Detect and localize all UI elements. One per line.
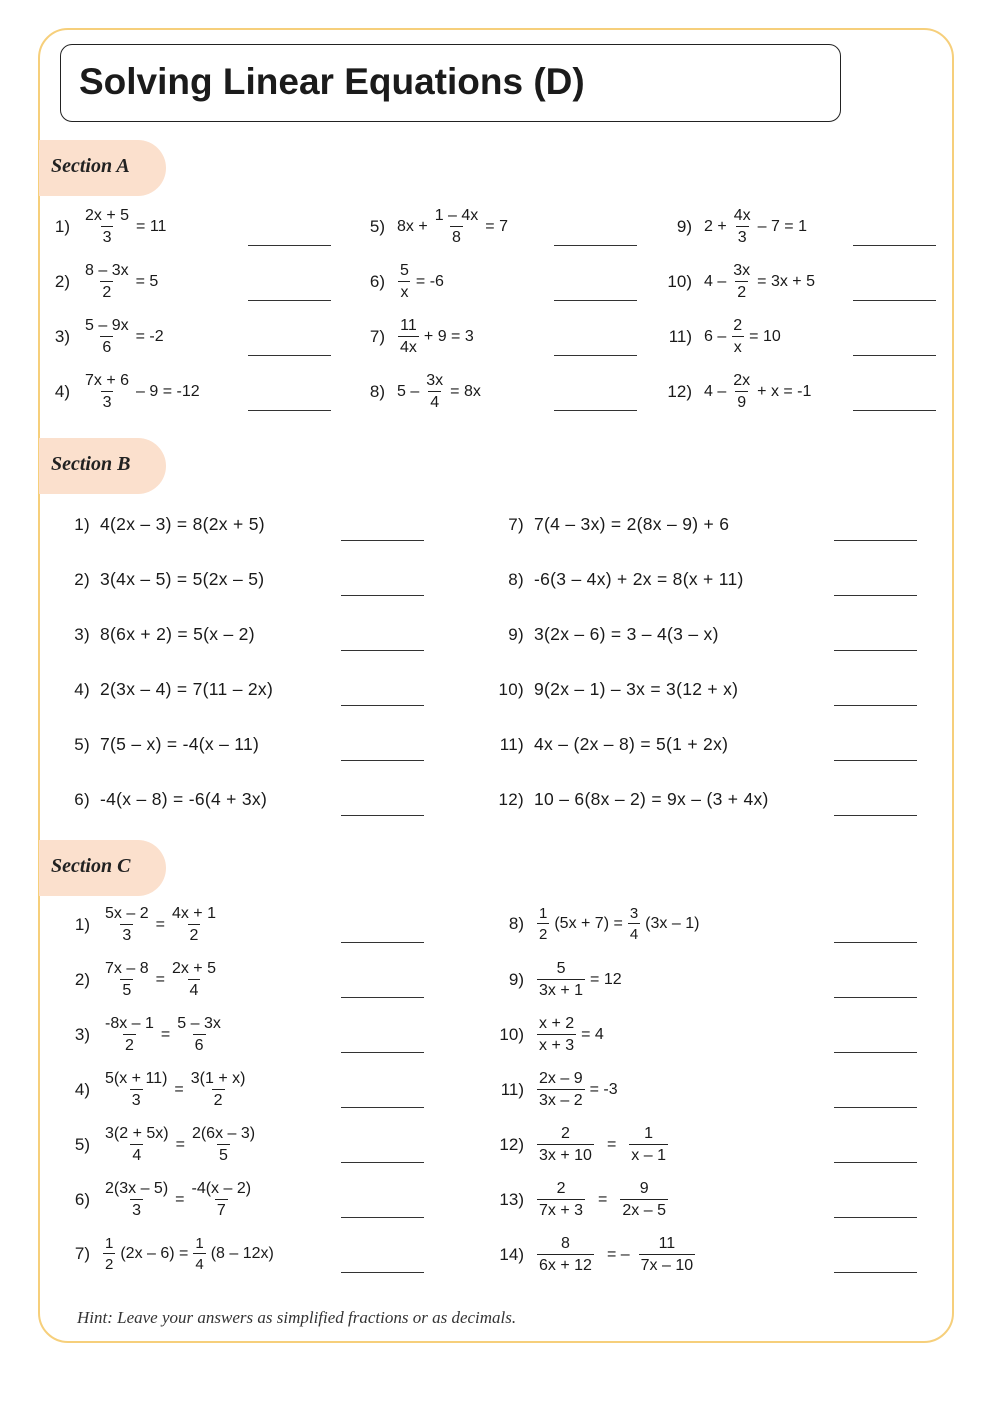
fraction (189, 1071, 248, 1109)
question-number: 1) (74, 514, 90, 534)
question-number: 1) (74, 915, 90, 934)
fraction (537, 1126, 594, 1164)
answer-line[interactable] (248, 355, 331, 356)
fraction-denominator: 2 (537, 923, 549, 942)
question-b6 (60, 789, 267, 810)
fraction (103, 1126, 171, 1164)
question-number: 2) (54, 272, 70, 291)
answer-line[interactable] (834, 650, 917, 651)
section-b-label: Section B (51, 453, 131, 475)
question-b11 (490, 734, 728, 755)
fraction-denominator: 7 (215, 1199, 228, 1219)
equation-text: – 7 = 1 (757, 218, 807, 235)
equation-text: = (598, 1191, 608, 1208)
question-number: 12) (667, 382, 692, 401)
equation-text: = – (606, 1246, 630, 1263)
fraction-denominator: 6 (100, 336, 113, 356)
answer-line[interactable] (834, 540, 917, 541)
question-number: 13) (499, 1190, 524, 1209)
question-number: 2) (74, 569, 90, 589)
answer-line[interactable] (341, 650, 424, 651)
fraction-numerator: 8 – 3x (85, 262, 129, 279)
fraction-numerator: 3x (733, 262, 751, 279)
question-number: 9) (508, 970, 524, 989)
answer-line[interactable] (341, 595, 424, 596)
fraction-denominator: 6 (193, 1034, 206, 1054)
question-number: 11) (499, 734, 524, 754)
fraction (190, 1126, 257, 1164)
fraction (170, 906, 218, 944)
question-number: 4) (74, 1080, 90, 1099)
fraction-denominator: 8 (450, 226, 463, 246)
answer-line[interactable] (834, 942, 917, 943)
equation-text: + 9 = 3 (423, 328, 474, 345)
equation-text: -6(3 – 4x) + 2x = 8(x + 11) (534, 569, 744, 589)
fraction (424, 373, 445, 411)
fraction-denominator: 2 (123, 1034, 136, 1054)
fraction-numerator: -8x – 1 (105, 1015, 154, 1032)
question-b12 (490, 789, 769, 810)
answer-line[interactable] (834, 595, 917, 596)
equation-text: = (160, 1026, 171, 1043)
answer-line[interactable] (341, 942, 424, 943)
fraction-numerator: 2 (556, 1180, 566, 1197)
question-b1 (60, 514, 265, 535)
equation-text: = 10 (749, 328, 781, 345)
question-number: 6) (74, 789, 90, 809)
section-a-tab (39, 140, 166, 196)
equation-text: = (155, 971, 165, 988)
fraction-denominator: 3 (120, 924, 133, 944)
fraction-numerator: -4(x – 2) (191, 1180, 252, 1197)
fraction-denominator: 3 (130, 1089, 143, 1109)
equation-text: 3(4x – 5) = 5(2x – 5) (100, 569, 265, 589)
fraction (103, 961, 151, 999)
fraction-denominator: 4 (428, 391, 441, 411)
equation-text: = 11 (136, 218, 167, 235)
fraction-denominator: x – 1 (629, 1144, 668, 1164)
equation-text: 5 – (397, 383, 420, 400)
fraction-numerator: 2 (561, 1125, 570, 1142)
question-number: 10) (498, 679, 524, 699)
fraction-denominator: 5 (120, 979, 133, 999)
fraction (103, 1016, 156, 1054)
fraction-numerator: 2(3x – 5) (105, 1180, 169, 1197)
question-a11 (660, 318, 783, 356)
equation-text: 7(4 – 3x) = 2(8x – 9) + 6 (534, 514, 730, 534)
question-number: 2) (74, 970, 90, 989)
fraction (398, 318, 419, 356)
fraction (83, 318, 131, 356)
equation-text: (5x + 7) = (554, 915, 623, 932)
fraction-denominator: 4 (193, 1253, 205, 1272)
fraction-denominator: x (398, 281, 410, 301)
fraction-numerator: x + 2 (539, 1015, 575, 1032)
fraction-numerator: 5 – 3x (177, 1015, 221, 1032)
fraction (537, 1181, 585, 1219)
answer-line[interactable] (834, 1052, 917, 1053)
fraction (189, 1181, 253, 1219)
question-number: 5) (74, 1135, 90, 1154)
question-number: 5) (74, 734, 90, 754)
fraction-denominator: 2 (103, 1253, 115, 1272)
equation-text: = 3x + 5 (757, 273, 815, 290)
question-a5 (355, 208, 510, 246)
fraction-denominator: 3 (130, 1199, 143, 1219)
equation-text: = (175, 1191, 185, 1208)
fraction-numerator: 3x (426, 372, 444, 389)
equation-text: 6 – (704, 328, 727, 345)
fraction-numerator: 2x – 9 (539, 1070, 583, 1087)
answer-line[interactable] (853, 410, 936, 411)
question-a9 (660, 208, 809, 246)
equation-text: 9(2x – 1) – 3x = 3(12 + x) (534, 679, 739, 699)
fraction-numerator: 9 (639, 1180, 649, 1197)
section-c-tab (39, 840, 166, 896)
fraction-numerator: 3(1 + x) (190, 1070, 246, 1087)
equation-text: = 12 (590, 971, 622, 988)
fraction-denominator: 4 (130, 1144, 143, 1164)
fraction-denominator: 7x + 3 (537, 1199, 585, 1219)
fraction (537, 1016, 576, 1054)
fraction (731, 263, 752, 301)
fraction (83, 373, 131, 411)
fraction (628, 906, 640, 942)
question-number: 7) (74, 1244, 90, 1263)
equation-text: (8 – 12x) (210, 1245, 274, 1262)
question-c7 (60, 1236, 276, 1272)
question-b2 (60, 569, 264, 590)
equation-text: 2(3x – 4) = 7(11 – 2x) (100, 679, 274, 699)
answer-line[interactable] (341, 997, 424, 998)
equation-text: 4(2x – 3) = 8(2x + 5) (100, 514, 265, 534)
equation-text: 10 – 6(8x – 2) = 9x – (3 + 4x) (534, 789, 769, 809)
answer-line[interactable] (834, 815, 917, 816)
equation-text: -4(x – 8) = -6(4 + 3x) (100, 789, 268, 809)
fraction-denominator: x (732, 336, 744, 356)
equation-text: = -3 (589, 1081, 618, 1098)
answer-line[interactable] (248, 410, 331, 411)
equation-text: = -2 (135, 328, 164, 345)
fraction-denominator: 4x (398, 336, 419, 356)
fraction (103, 1181, 170, 1219)
answer-line[interactable] (341, 760, 424, 761)
fraction (170, 961, 218, 999)
question-c12 (490, 1126, 671, 1164)
question-number: 14) (499, 1245, 524, 1264)
question-number: 5) (369, 217, 385, 236)
equation-text: = (155, 916, 165, 933)
equation-text: 7(5 – x) = -4(x – 11) (100, 734, 260, 754)
question-a12 (660, 373, 813, 411)
answer-line[interactable] (341, 705, 424, 706)
answer-line[interactable] (554, 245, 637, 246)
fraction (731, 318, 744, 356)
equation-text: = 7 (485, 218, 508, 235)
question-a8 (355, 373, 483, 411)
fraction (83, 263, 131, 301)
question-number: 6) (74, 1190, 90, 1209)
equation-text: 4x – (2x – 8) = 5(1 + 2x) (534, 734, 729, 754)
question-number: 6) (369, 272, 385, 291)
equation-text: 3(2x – 6) = 3 – 4(3 – x) (534, 624, 719, 644)
fraction-numerator: 11 (658, 1235, 676, 1252)
question-b3 (60, 624, 255, 645)
answer-line[interactable] (834, 705, 917, 706)
question-b10 (490, 679, 738, 700)
question-number: 12) (498, 789, 524, 809)
fraction-denominator: 5 (217, 1144, 230, 1164)
answer-line[interactable] (341, 1107, 424, 1108)
fraction-numerator: 5 (556, 960, 566, 977)
question-c3 (60, 1016, 226, 1054)
fraction-numerator: 8 (561, 1235, 570, 1252)
question-c8 (490, 906, 701, 942)
question-c13 (490, 1181, 671, 1219)
equation-text: = (174, 1081, 184, 1098)
section-b-tab (39, 438, 166, 494)
question-number: 12) (499, 1135, 524, 1154)
fraction (175, 1016, 223, 1054)
fraction-denominator: 7x – 10 (639, 1254, 695, 1274)
equation-text: = -6 (415, 273, 444, 290)
question-number: 4) (54, 382, 70, 401)
answer-line[interactable] (341, 815, 424, 816)
question-number: 3) (74, 1025, 90, 1044)
fraction (537, 1071, 585, 1109)
answer-line[interactable] (554, 410, 637, 411)
fraction (639, 1236, 695, 1274)
question-b8 (490, 569, 744, 590)
fraction-numerator: 5x – 2 (105, 905, 149, 922)
fraction-denominator: 4 (628, 923, 640, 942)
fraction-numerator: 2 (733, 317, 743, 334)
fraction-denominator: 4 (188, 979, 201, 999)
answer-line[interactable] (853, 245, 936, 246)
answer-line[interactable] (341, 1217, 424, 1218)
fraction (620, 1181, 668, 1219)
question-a2 (40, 263, 160, 301)
question-number: 3) (54, 327, 70, 346)
equation-text: (2x – 6) = (120, 1245, 189, 1262)
question-c6 (60, 1181, 256, 1219)
question-number: 8) (369, 382, 385, 401)
equation-text: = (606, 1136, 617, 1153)
fraction-denominator: 3x + 10 (537, 1144, 594, 1164)
question-number: 11) (500, 1080, 524, 1099)
fraction-numerator: 1 (195, 1235, 204, 1252)
equation-text: = 5 (135, 273, 159, 290)
equation-text: – 9 = -12 (136, 383, 200, 400)
fraction-numerator: 4x (733, 207, 751, 224)
equation-text: = (175, 1136, 185, 1153)
question-b7 (490, 514, 729, 535)
fraction-numerator: 1 (105, 1235, 114, 1252)
fraction-numerator: 1 (539, 905, 548, 922)
question-number: 9) (676, 217, 692, 236)
question-c4 (60, 1071, 250, 1109)
question-b5 (60, 734, 259, 755)
answer-line[interactable] (853, 355, 936, 356)
equation-text: + x = -1 (757, 383, 812, 400)
question-number: 4) (74, 679, 90, 699)
question-c11 (490, 1071, 620, 1109)
answer-line[interactable] (554, 300, 637, 301)
question-c5 (60, 1126, 260, 1164)
answer-line[interactable] (834, 1272, 917, 1273)
question-a7 (355, 318, 476, 356)
question-number: 10) (499, 1025, 524, 1044)
fraction-numerator: 2(6x – 3) (191, 1125, 256, 1142)
answer-line[interactable] (341, 1162, 424, 1163)
question-c2 (60, 961, 221, 999)
fraction-numerator: 5(x + 11) (105, 1070, 168, 1087)
question-number: 1) (54, 217, 70, 236)
fraction-denominator: 6x + 12 (537, 1254, 594, 1274)
fraction (83, 208, 131, 246)
question-a3 (40, 318, 166, 356)
fraction-denominator: 9 (735, 391, 748, 411)
answer-line[interactable] (248, 245, 331, 246)
equation-text: 2 + (704, 218, 727, 235)
answer-line[interactable] (341, 1272, 424, 1273)
question-number: 8) (508, 569, 524, 589)
equation-text: 8(6x + 2) = 5(x – 2) (100, 624, 255, 644)
fraction (103, 1236, 115, 1272)
answer-line[interactable] (834, 1107, 917, 1108)
answer-line[interactable] (554, 355, 637, 356)
answer-line[interactable] (248, 300, 331, 301)
question-number: 7) (508, 514, 524, 534)
fraction-denominator: 3x – 2 (537, 1089, 585, 1109)
equation-text: (3x – 1) (645, 915, 700, 932)
fraction-denominator: 3 (101, 226, 114, 246)
question-a10 (660, 263, 817, 301)
question-a1 (40, 208, 168, 246)
fraction-denominator: x + 3 (537, 1034, 576, 1054)
fraction-numerator: 3 (629, 905, 639, 922)
fraction (732, 208, 753, 246)
question-a6 (355, 263, 446, 301)
fraction-numerator: 2x + 5 (171, 960, 216, 977)
fraction (193, 1236, 205, 1272)
fraction (731, 373, 752, 411)
fraction-denominator: 2 (188, 924, 201, 944)
fraction-denominator: 2 (212, 1089, 225, 1109)
answer-line[interactable] (341, 1052, 424, 1053)
fraction-numerator: 1 – 4x (434, 207, 479, 224)
question-number: 7) (369, 327, 385, 346)
fraction-denominator: 3 (736, 226, 749, 246)
fraction-numerator: 3(2 + 5x) (105, 1125, 169, 1142)
equation-text: 4 – (704, 273, 727, 290)
equation-text: 8x + (397, 218, 428, 235)
fraction-numerator: 4x + 1 (171, 905, 216, 922)
fraction-denominator: 2 (735, 281, 748, 301)
equation-text: = 4 (581, 1026, 604, 1043)
fraction-numerator: 11 (400, 317, 417, 334)
answer-line[interactable] (834, 1162, 917, 1163)
page-title: Solving Linear Equations (D) (79, 61, 585, 102)
question-b4 (60, 679, 273, 700)
question-c10 (490, 1016, 606, 1054)
fraction-denominator: 3x + 1 (537, 979, 585, 999)
fraction (537, 961, 585, 999)
question-c9 (490, 961, 624, 999)
fraction (103, 1071, 169, 1109)
fraction-numerator: 5 – 9x (85, 317, 129, 334)
fraction-numerator: 1 (644, 1125, 654, 1142)
answer-line[interactable] (853, 300, 936, 301)
question-number: 9) (508, 624, 524, 644)
fraction-denominator: 2 (100, 281, 113, 301)
equation-text: 4 – (704, 383, 727, 400)
equation-text: = 8x (450, 383, 481, 400)
fraction-numerator: 7x – 8 (105, 960, 149, 977)
answer-line[interactable] (341, 540, 424, 541)
fraction-denominator: 2x – 5 (620, 1199, 668, 1219)
question-number: 3) (74, 624, 90, 644)
fraction-denominator: 3 (101, 391, 114, 411)
question-number: 8) (508, 914, 524, 933)
question-c1 (60, 906, 221, 944)
question-number: 10) (667, 272, 692, 291)
fraction-numerator: 5 (400, 262, 409, 279)
fraction (103, 906, 151, 944)
answer-line[interactable] (834, 760, 917, 761)
fraction (629, 1126, 668, 1164)
fraction-numerator: 2x (733, 372, 751, 389)
section-c-label: Section C (51, 855, 131, 877)
fraction-numerator: 2x + 5 (85, 207, 130, 224)
section-a-label: Section A (51, 155, 130, 177)
question-b9 (490, 624, 719, 645)
fraction (537, 1236, 594, 1274)
answer-line[interactable] (834, 997, 917, 998)
fraction-numerator: 7x + 6 (85, 372, 130, 389)
fraction (433, 208, 481, 246)
question-c14 (490, 1236, 698, 1274)
hint-text: Hint: Leave your answers as simplified fractions or as decimals. (77, 1308, 517, 1327)
fraction (398, 263, 411, 301)
fraction (537, 906, 549, 942)
title-box (60, 44, 841, 122)
question-a4 (40, 373, 202, 411)
answer-line[interactable] (834, 1217, 917, 1218)
question-number: 11) (668, 327, 692, 346)
